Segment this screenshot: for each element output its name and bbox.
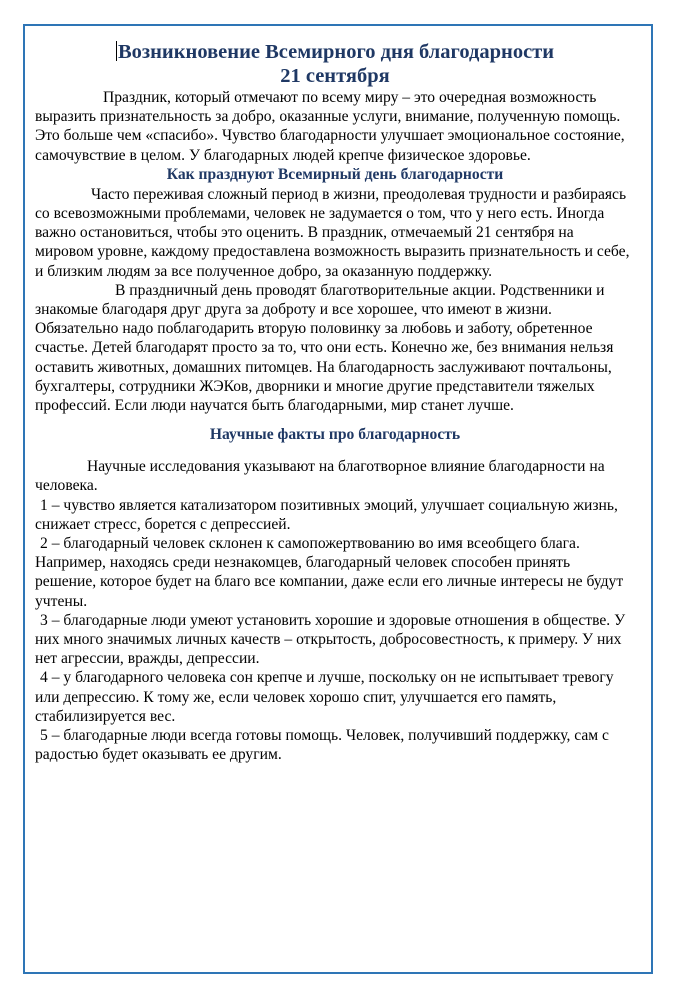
document-title-text: Возникновение Всемирного дня благодарности bbox=[117, 41, 555, 63]
fact-item-4: 4 – у благодарного человека сон крепче и лучше, поскольку он не испытывает тревогу или депрессию. К тому же, если человек хорошо спит, улучшается его память, стабилизируется вес. bbox=[35, 669, 614, 725]
fact-item-2: 2 – благодарный человек склонен к самопожертвованию во имя всеобщего блага. Например, находясь среди незнакомцев, благодарный человек способен принять решение, которое будет на благо все компании, даже если его личные интересы не будут учтены. bbox=[35, 535, 624, 610]
document-subtitle: 21 сентября bbox=[280, 65, 390, 87]
page-border bbox=[23, 24, 653, 974]
section-heading-science: Научные факты про благодарность bbox=[209, 426, 461, 444]
text-cursor bbox=[116, 41, 117, 61]
section-heading-celebration: Как празднуют Всемирный день благодарности bbox=[166, 165, 504, 183]
document-title bbox=[35, 40, 635, 64]
fact-item-5: 5 – благодарные люди всегда готовы помощь. Человек, получивший поддержку, сам с радостью будет оказывать ее другим. bbox=[35, 727, 609, 764]
fact-item-1: 1 – чувство является катализатором позитивных эмоций, улучшает социальную жизнь, снижает стресс, борется с депрессией. bbox=[35, 496, 618, 533]
science-intro-paragraph: Научные исследования указывают на благотворное влияние благодарности на человека. bbox=[35, 458, 605, 495]
intro-paragraph: Праздник, который отмечают по всему миру – это очередная возможность выразить признательность за добро, оказанные услуги, внимание, полученную помощь. Это больше чем «спасибо». Чувство благодарности улучшает эмоциональное состояние, самочувствие в целом. У благодарных людей крепче физическое здоровье. bbox=[35, 89, 625, 164]
document-body[interactable] bbox=[35, 40, 635, 765]
fact-item-3: 3 – благодарные люди умеют установить хорошие и здоровые отношения в обществе. У них много значимых личных качеств – открытость, добросовестность, к примеру. У них нет агрессии, вражды, депрессии. bbox=[35, 611, 626, 668]
celebration-paragraph-2: В праздничный день проводят благотворительные акции. Родственники и знакомые благодаря друг друга за доброту и все хорошее, что имеют в жизни. Обязательно надо поблагодарить вторую половинку за любовь и заботу, обретенное счастье. Детей благодарят просто за то, что они есть. Конечно же, без внимания нельзя оставить животных, домашних питомцев. На благодарность заслуживают почтальоны, бухгалтеры, сотрудники ЖЭКов, дворники и многие другие представители тяжелых профессий. Если люди научатся быть благодарными, мир станет лучше. bbox=[35, 281, 618, 415]
celebration-paragraph-1: Часто переживая сложный период в жизни, преодолевая трудности и разбираясь со всевозможными проблемами, человек не задумается о том, что у него есть. Иногда важно остановиться, чтобы это оценить. В праздник, отмечаемый 21 сентября на мировом уровне, каждому предоставлена возможность выразить признательность и себе, и близким людям за все полученное добро, за оказанную поддержку. bbox=[35, 185, 630, 280]
